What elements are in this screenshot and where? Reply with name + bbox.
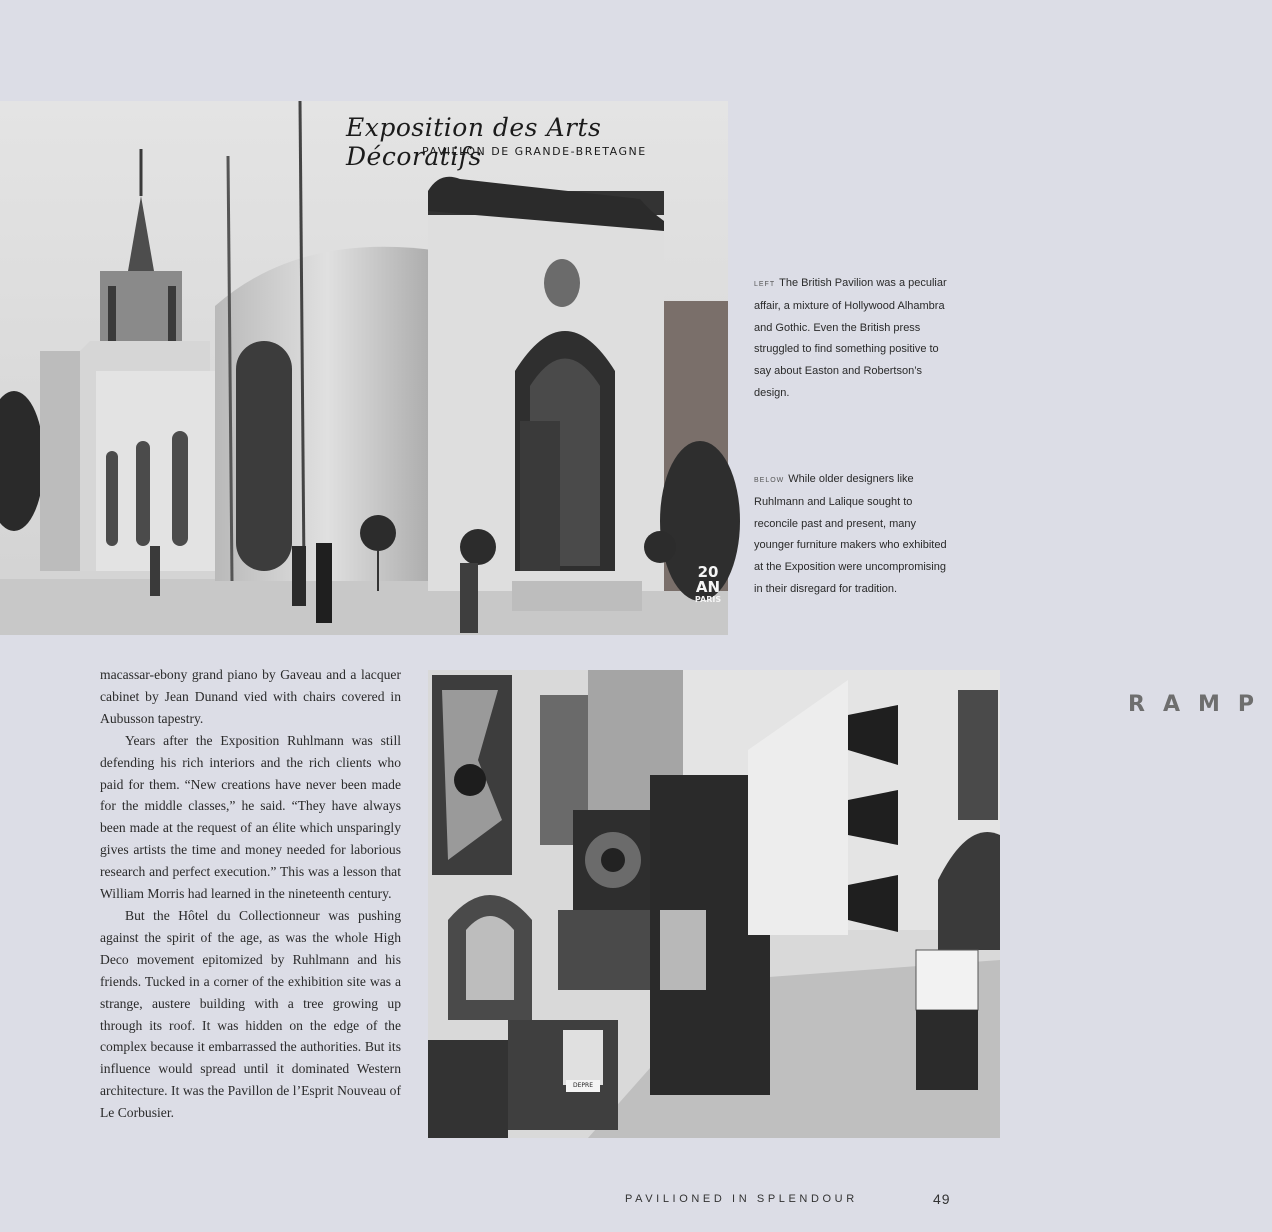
british-pavilion-photo — [0, 101, 728, 635]
body-paragraph-1: macassar-ebony grand piano by Gaveau and a lacquer cabinet by Jean Dunand vied with chairs covered in Aubusson tapestry. — [100, 667, 401, 726]
caption-below-text: While older designers like Ruhlmann and Lalique sought to reconcile past and present, many younger furniture makers who exhibited at the Exposition were uncompromising in their disregard for tradition. — [754, 473, 947, 595]
wall-lettering: RAMP — [1128, 692, 1272, 717]
caption-below — [754, 469, 954, 601]
photo-stamp-initials: AN — [695, 578, 721, 596]
photo-stamp — [688, 565, 728, 604]
body-paragraph-3: But the Hôtel du Collectionneur was pushing against the spirit of the age, as was the whole High Deco movement epitomized by Ruhlmann and his friends. Tucked in a corner of the exhibition site was a strange, austere building with a tree growing up through its roof. It was hidden on the edge of the complex because it embarrassed the authorities. But its influence would spread until it dominated Western architecture. It was the Pavillon de l’Esprit Nouveau of Le Corbusier. — [100, 907, 401, 1121]
caption-left — [754, 273, 954, 405]
body-paragraph-2: Years after the Exposition Ruhlmann was still defending his rich interiors and the rich clients who paid for them. “New creations have never been made for the middle classes,” he said. “They have always been made at the request of an élite which unsparingly gives artists the time and money needed for laborious research and perfect execution.” This was a lesson that William Morris had learned in the nineteenth century. — [100, 732, 401, 902]
exhibition-interior-illustration — [428, 670, 1000, 1138]
caption-left-text: The British Pavilion was a peculiar affair, a mixture of Hollywood Alhambra and Gothic. Even the British press struggled to find something positive to say about Easton and Robertson’s design. — [754, 277, 947, 399]
photo-title: Exposition des Arts Décoratifs — [346, 113, 602, 171]
caption-left-tag: LEFT — [754, 281, 776, 288]
exhibition-interior-photo — [428, 670, 1272, 1138]
photo-stamp-number: 20 — [697, 563, 719, 581]
british-pavilion-illustration — [0, 101, 728, 635]
page-number: 49 — [933, 1191, 951, 1207]
running-title: PAVILIONED IN SPLENDOUR — [625, 1193, 858, 1205]
caption-below-tag: BELOW — [754, 477, 785, 484]
photo-stamp-city: PARIS — [694, 595, 722, 604]
body-text — [100, 664, 401, 1124]
photo-subtitle: PAVILLON DE GRANDE-BRETAGNE — [422, 145, 647, 158]
display-sign: DEPRE — [573, 1082, 593, 1089]
